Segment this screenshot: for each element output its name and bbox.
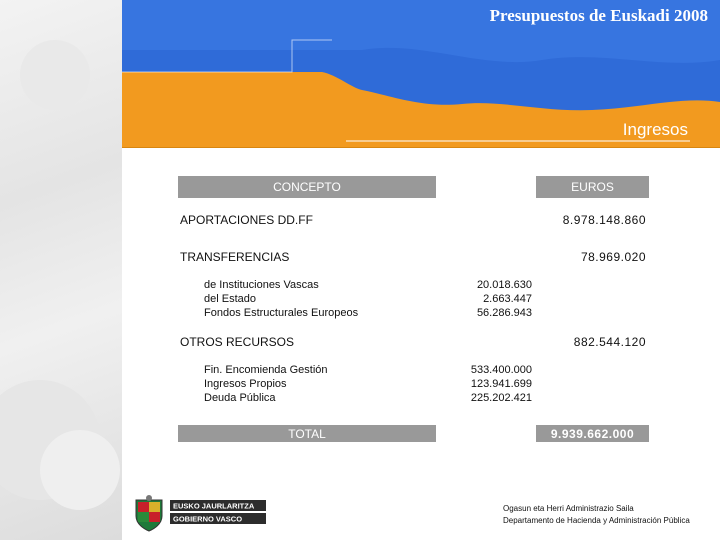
group-total: 8.978.148.860 (562, 213, 646, 227)
item-value: 56.286.943 (476, 307, 532, 319)
group-label: APORTACIONES DD.FF (180, 213, 313, 227)
total-value: 9.939.662.000 (536, 425, 649, 442)
item-label: de Instituciones Vascas (204, 279, 319, 291)
footer-line-2: Departamento de Hacienda y Administración Pública (503, 516, 690, 525)
group-label: TRANSFERENCIAS (180, 250, 290, 264)
svg-text:EUSKO JAURLARITZA: EUSKO JAURLARITZA (173, 501, 255, 511)
item-label: Fin. Encomienda Gestión (204, 364, 328, 376)
page-title: Presupuestos de Euskadi 2008 (489, 6, 708, 25)
item-label: Deuda Pública (204, 392, 276, 404)
group-total: 78.969.020 (580, 250, 646, 264)
group-label: OTROS RECURSOS (180, 335, 295, 349)
item-label: del Estado (204, 293, 256, 305)
section-title: Ingresos (622, 120, 688, 139)
item-value: 2.663.447 (483, 293, 532, 305)
item-value: 123.941.699 (470, 378, 532, 390)
item-value: 533.400.000 (470, 364, 532, 376)
euros-header: EUROS (536, 176, 649, 198)
item-label: Fondos Estructurales Europeos (204, 307, 359, 319)
total-label: TOTAL (178, 425, 436, 442)
item-label: Ingresos Propios (204, 378, 287, 390)
concept-header: CONCEPTO (178, 176, 436, 198)
item-value: 20.018.630 (476, 279, 532, 291)
decorative-background (0, 0, 122, 540)
government-logo (132, 494, 268, 537)
footer-line-1: Ogasun eta Herri Administrazio Saila (503, 504, 634, 513)
svg-text:GOBIERNO VASCO: GOBIERNO VASCO (173, 514, 243, 524)
item-value: 225.202.421 (470, 392, 532, 404)
group-total: 882.544.120 (573, 335, 646, 349)
